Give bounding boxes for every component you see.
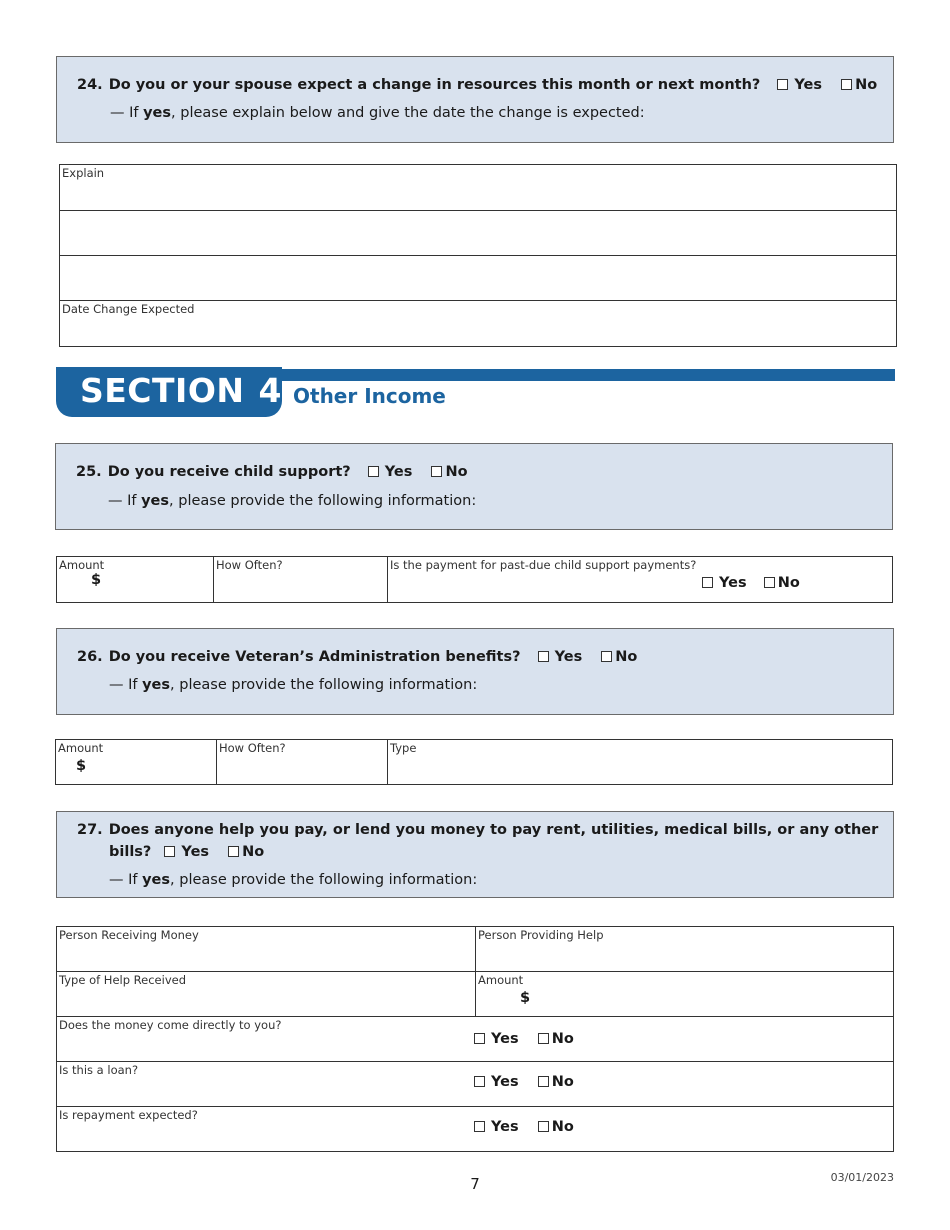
q27-if-text: — If	[109, 872, 143, 888]
q27-direct-options	[474, 1031, 574, 1047]
q27-direct-label: Does the money come directly to you?	[59, 1018, 282, 1032]
q25-question	[76, 464, 468, 480]
q27-repayment-yes-label: Yes	[491, 1119, 519, 1135]
q27-amount-label: Amount	[478, 973, 524, 987]
q27-receiving-label: Person Receiving Money	[59, 928, 199, 942]
q25-yes-bold: yes	[141, 493, 170, 509]
q26-no-label: No	[615, 649, 638, 665]
q25-instruction-text: , please provide the following information:	[169, 493, 477, 509]
q25-past-due-no-checkbox[interactable]	[764, 577, 775, 588]
q27-dollar-sign: $	[520, 990, 531, 1006]
q26-table	[55, 739, 893, 785]
q27-question-line1	[77, 822, 878, 838]
q27-repayment-yes-checkbox[interactable]	[474, 1121, 485, 1132]
q27-direct-yes-checkbox[interactable]	[474, 1033, 485, 1044]
section-number: 4	[258, 371, 282, 410]
q24-no-label: No	[855, 77, 878, 93]
q24-date-label: Date Change Expected	[62, 302, 195, 316]
q24-yes-checkbox[interactable]	[777, 79, 788, 90]
q25-past-due-field	[388, 557, 893, 603]
q27-direct-no-label: No	[551, 1031, 574, 1047]
q26-yes-bold: yes	[142, 677, 171, 693]
q27-number: 27.	[77, 822, 103, 838]
q27-amount-field[interactable]	[476, 972, 894, 1017]
q26-how-often-label: How Often?	[219, 741, 286, 755]
q26-type-field[interactable]	[388, 740, 893, 785]
q27-direct-no-checkbox[interactable]	[538, 1033, 549, 1044]
q27-yes-checkbox[interactable]	[164, 846, 175, 857]
q27-box	[56, 811, 894, 898]
q24-explain-field[interactable]	[60, 165, 897, 211]
q24-question	[77, 77, 877, 93]
q25-past-due-yes-checkbox[interactable]	[702, 577, 713, 588]
q26-instruction	[109, 677, 477, 693]
q27-yes-bold: yes	[142, 872, 171, 888]
q24-date-field[interactable]	[60, 301, 897, 347]
q27-loan-yes-label: Yes	[491, 1074, 519, 1090]
q27-providing-label: Person Providing Help	[478, 928, 604, 942]
section-title: Other Income	[293, 384, 446, 408]
q24-yes-label: Yes	[794, 77, 823, 93]
page-number: 7	[470, 1175, 480, 1193]
q25-how-often-label: How Often?	[216, 558, 283, 572]
q27-repayment-no-checkbox[interactable]	[538, 1121, 549, 1132]
q26-if-text: — If	[109, 677, 143, 693]
q25-table	[56, 556, 893, 603]
q26-question-text: Do you receive Veteran’s Administration benefits?	[108, 649, 521, 665]
q27-type-help-field[interactable]	[57, 972, 476, 1017]
q27-loan-label: Is this a loan?	[59, 1063, 139, 1077]
q27-question-text-1: Does anyone help you pay, or lend you money to pay rent, utilities, medical bills, or any other	[108, 822, 879, 838]
q27-direct-row	[57, 1017, 894, 1062]
q26-no-checkbox[interactable]	[601, 651, 612, 662]
q24-box	[56, 56, 894, 143]
q27-direct-yes-label: Yes	[491, 1031, 519, 1047]
q24-explain-line-2[interactable]	[60, 211, 897, 256]
q25-past-due-options	[702, 575, 800, 591]
q25-past-due-yes-label: Yes	[719, 575, 747, 591]
q25-yes-label: Yes	[384, 464, 413, 480]
q24-number: 24.	[77, 77, 103, 93]
q25-yes-checkbox[interactable]	[368, 466, 379, 477]
q25-amount-field[interactable]	[57, 557, 214, 603]
q27-repayment-no-label: No	[551, 1119, 574, 1135]
q27-repayment-row	[57, 1107, 894, 1152]
section-header-bar	[282, 369, 895, 381]
q25-if-text: — If	[108, 493, 142, 509]
q25-box	[55, 443, 893, 530]
q27-question-text-2: bills?	[109, 844, 152, 860]
q27-instruction-text: , please provide the following information:	[170, 872, 478, 888]
q25-dollar-sign: $	[91, 572, 102, 588]
q26-instruction-text: , please provide the following information:	[170, 677, 478, 693]
q25-amount-label: Amount	[59, 558, 105, 572]
q27-no-checkbox[interactable]	[228, 846, 239, 857]
section-label: SECTION	[80, 371, 245, 410]
q25-no-label: No	[445, 464, 468, 480]
q27-loan-no-checkbox[interactable]	[538, 1076, 549, 1087]
q27-providing-field[interactable]	[476, 927, 894, 972]
q27-type-help-label: Type of Help Received	[59, 973, 187, 987]
q25-past-due-no-label: No	[777, 575, 800, 591]
q27-instruction	[109, 872, 477, 888]
q26-question	[77, 649, 637, 665]
q26-yes-checkbox[interactable]	[538, 651, 549, 662]
q27-question-line2	[109, 844, 264, 860]
section-tab	[56, 367, 282, 417]
q27-repayment-options	[474, 1119, 574, 1135]
q26-dollar-sign: $	[76, 758, 87, 774]
q24-table	[59, 164, 897, 347]
q27-loan-no-label: No	[551, 1074, 574, 1090]
q27-receiving-field[interactable]	[57, 927, 476, 972]
q26-amount-field[interactable]	[56, 740, 217, 785]
q27-loan-row	[57, 1062, 894, 1107]
q26-type-label: Type	[390, 741, 417, 755]
q27-repayment-label: Is repayment expected?	[59, 1108, 198, 1122]
q24-question-text: Do you or your spouse expect a change in resources this month or next month?	[108, 77, 761, 93]
q24-instruction	[110, 105, 645, 121]
q26-box	[56, 628, 894, 715]
q25-no-checkbox[interactable]	[431, 466, 442, 477]
q27-yes-label: Yes	[181, 844, 210, 860]
revision-date: 03/01/2023	[830, 1171, 894, 1184]
q25-number: 25.	[76, 464, 102, 480]
q24-no-checkbox[interactable]	[841, 79, 852, 90]
q25-past-due-label: Is the payment for past-due child support payments?	[390, 558, 697, 572]
q26-yes-label: Yes	[554, 649, 583, 665]
q27-loan-options	[474, 1074, 574, 1090]
q25-question-text: Do you receive child support?	[107, 464, 351, 480]
q27-loan-yes-checkbox[interactable]	[474, 1076, 485, 1087]
q26-number: 26.	[77, 649, 103, 665]
q24-instruction-text: , please explain below and give the date the change is expected:	[171, 105, 645, 121]
q27-no-label: No	[242, 844, 265, 860]
q26-how-often-field[interactable]	[217, 740, 388, 785]
q24-if-text: — If	[110, 105, 144, 121]
q27-table	[56, 926, 894, 1152]
q26-amount-label: Amount	[58, 741, 104, 755]
q24-explain-label: Explain	[62, 166, 105, 180]
q24-yes-bold: yes	[143, 105, 172, 121]
q25-instruction	[108, 493, 476, 509]
q24-explain-line-3[interactable]	[60, 256, 897, 301]
q25-how-often-field[interactable]	[214, 557, 388, 603]
